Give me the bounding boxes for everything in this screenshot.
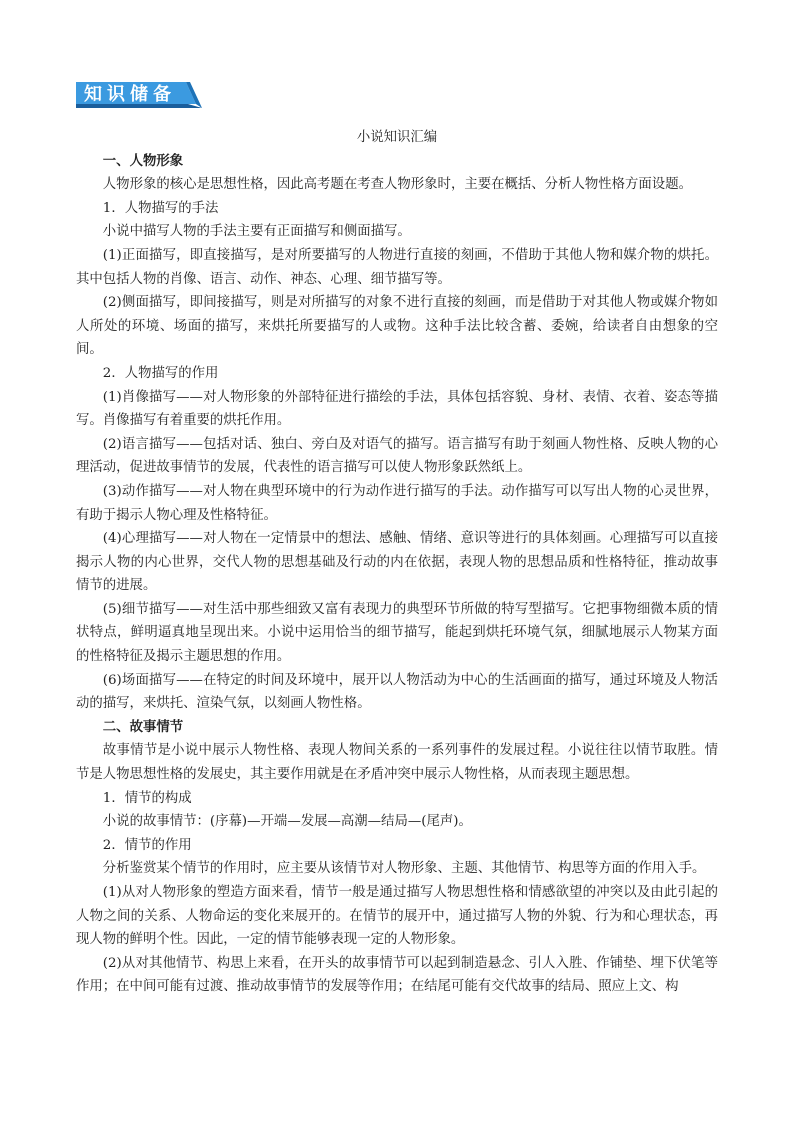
paragraph: (1)正面描写，即直接描写，是对所要描写的人物进行直接的刻画，不借助于其他人物和媒介物的烘托。其中包括人物的肖像、语言、动作、神态、心理、细节描写等。 [76, 247, 718, 287]
banner-label: 知识储备 [84, 84, 176, 105]
paragraph: 小说的故事情节：(序幕)—开端—发展—高潮—结局—(尾声)。 [102, 814, 472, 830]
document-body [76, 126, 718, 999]
paragraph: (2)侧面描写，即间接描写，则是对所描写的对象不进行直接的刻画，而是借助于对其他人物或媒介物如人所处的环境、场面的描写，来烘托所要描写的人或物。这种手法比较含蓄、委婉，给读者自由想象的空间。 [76, 295, 718, 358]
paragraph: 分析鉴赏某个情节的作用时，应主要从该情节对人物形象、主题、其他情节、构思等方面的作用入手。 [102, 861, 706, 877]
paragraph: (6)场面描写——在特定的时间及环境中，展开以人物活动为中心的生活画面的描写，通过环境及人物活动的描写，来烘托、渲染气氛，以刻画人物性格。 [76, 672, 718, 712]
subsection-heading: 1．人物描写的手法 [102, 200, 219, 216]
paragraph: (3)动作描写——对人物在典型环境中的行为动作进行描写的手法。动作描写可以写出人物的心灵世界，有助于揭示人物心理及性格特征。 [76, 483, 718, 523]
section-heading: 一、人物形象 [102, 152, 184, 169]
paragraph: 故事情节是小说中展示人物性格、表现人物间关系的一系列事件的发展过程。小说往往以情节取胜。情节是人物思想性格的发展史，其主要作用就是在矛盾冲突中展示人物性格，从而表现主题思想。 [76, 743, 718, 783]
paragraph: 小说中描写人物的手法主要有正面描写和侧面描写。 [102, 224, 411, 240]
subsection-heading: 2．情节的作用 [102, 837, 192, 853]
paragraph: (5)细节描写——对生活中那些细致又富有表现力的典型环节所做的特写型描写。它把事物细微本质的情状特点，鲜明逼真地呈现出来。小说中运用恰当的细节描写，能起到烘托环境气氛，细腻地展示人物某方面的性格特征及揭示主题思想的作用。 [76, 601, 718, 665]
subsection-heading: 2．人物描写的作用 [102, 365, 219, 381]
subsection-heading: 1．情节的构成 [102, 790, 192, 806]
paragraph: (1)从对人物形象的塑造方面来看，情节一般是通过描写人物思想性格和情感欲望的冲突以及由此引起的人物之间的关系、人物命运的变化来展开的。在情节的展开中，通过描写人物的外貌、行为和心理状态，再现人物的鲜明个性。因此，一定的情节能够表现一定的人物形象。 [76, 885, 718, 948]
paragraph: (2)从对其他情节、构思上来看，在开头的故事情节可以起到制造悬念、引人入胜、作铺垫、埋下伏笔等作用；在中间可能有过渡、推动故事情节的发展等作用；在结尾可能有交代故事的结局、照应上文、构 [76, 955, 718, 995]
paragraph: 人物形象的核心是思想性格，因此高考题在考查人物形象时，主要在概括、分析人物性格方面设题。 [102, 177, 692, 193]
section-banner [76, 82, 202, 108]
paragraph: (4)心理描写——对人物在一定情景中的想法、感触、情绪、意识等进行的具体刻画。心理描写可以直接揭示人物的内心世界，交代人物的思想基础及行动的内在依据，表现人物的思想品质和性格特征，推动故事情节的进展。 [76, 531, 718, 594]
section-heading: 二、故事情节 [102, 718, 184, 735]
paragraph-list [76, 150, 718, 999]
paragraph: (2)语言描写——包括对话、独白、旁白及对语气的描写。语言描写有助于刻画人物性格、反映人物的心理活动，促进故事情节的发展，代表性的语言描写可以使人物形象跃然纸上。 [76, 436, 718, 476]
paragraph: (1)肖像描写——对人物形象的外部特征进行描绘的手法，具体包括容貌、身材、表情、衣着、姿态等描写。肖像描写有着重要的烘托作用。 [76, 389, 718, 429]
document-title: 小说知识汇编 [356, 130, 438, 145]
